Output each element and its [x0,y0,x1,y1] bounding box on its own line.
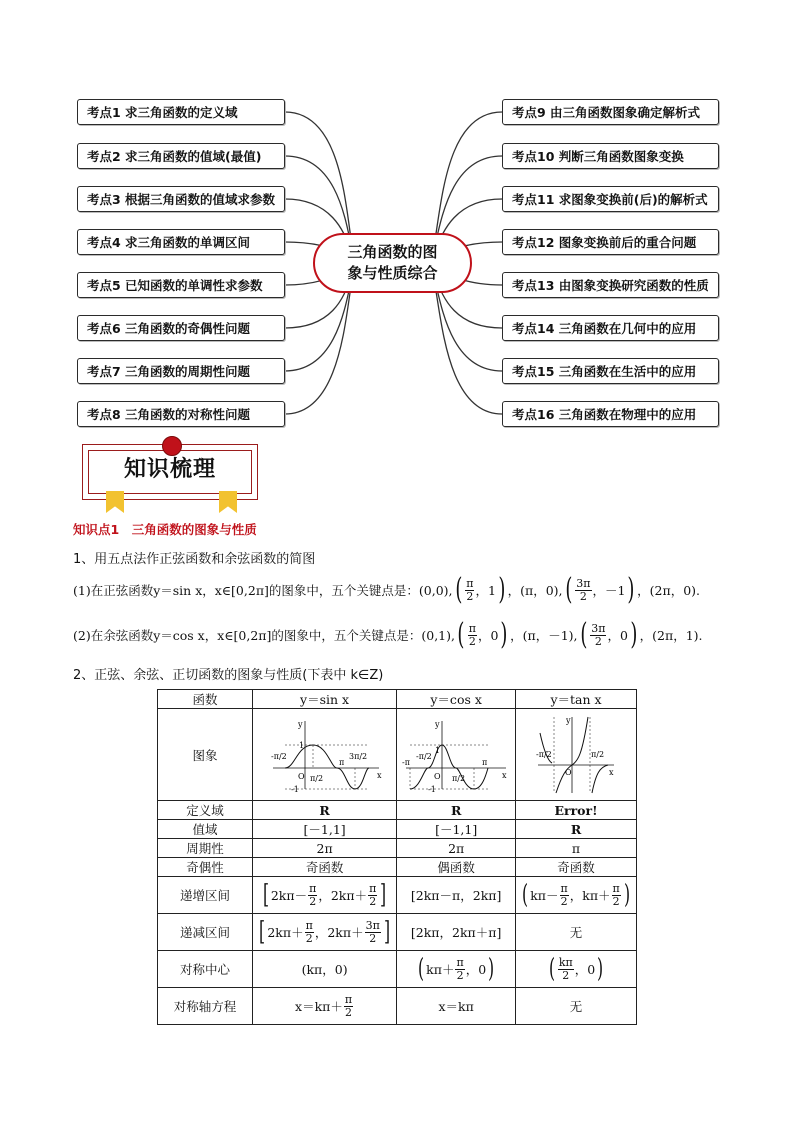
paren-close: ) [498,572,506,607]
mindmap-node-13: 考点13 由图象变换研究函数的性质 [502,272,719,298]
expr-part: 2kπ＋ [267,925,304,940]
row-label: 对称轴方程 [158,988,253,1025]
expr-part: ，0 [574,962,596,977]
frac-num: π [466,576,474,590]
bracket-open: [ [259,917,266,947]
fraction [368,883,377,908]
frac-num: π [456,955,464,969]
table-row-domain [158,801,637,820]
ribbon-left-icon [106,491,124,513]
fraction [365,920,381,945]
tick-label: -π/2 [270,751,287,761]
mindmap-center-line-1: 三角函数的图 [347,243,438,261]
frac-den: 2 [456,968,464,982]
paren-close: ) [627,572,635,607]
row-label-graph: 图象 [158,709,253,801]
expr-part: x＝kπ＋ [295,999,343,1014]
mindmap-center-line-2: 象与性质综合 [347,264,438,282]
frac-num: π [305,918,313,932]
frac-den: 2 [594,634,602,648]
frac-den: 2 [369,894,377,908]
tick-label: -1 [290,784,299,794]
table-row-symmetry-axis [158,988,637,1025]
cell-tan [516,951,637,988]
paren-open: ( [548,954,555,984]
frac-num: π [344,992,353,1006]
fraction [575,578,591,603]
row-label: 递增区间 [158,877,253,914]
sin-suffix: ，(2π，0). [637,583,701,598]
frac-num: π [612,881,620,895]
cell-tan: π [516,839,637,858]
axis-label-y: y [435,719,440,729]
mindmap-node-10: 考点10 判断三角函数图象变换 [502,143,719,169]
frac-num: π [369,881,377,895]
section-badge-title: 知识梳理 [123,457,216,482]
item-2-heading: 2、正弦、余弦、正切函数的图象与性质(下表中 k∈Z) [73,668,384,683]
frac-den: 2 [466,589,474,603]
tick-label: -π/2 [536,749,552,759]
cell-sin: 2π [252,839,396,858]
row-label: 奇偶性 [158,858,253,877]
cell-sin [252,914,396,951]
cell-sin: [－1,1] [252,820,396,839]
tangent-graph-icon [536,713,616,797]
paren-open: ( [457,617,465,652]
header-tan: y＝tan x [516,690,637,709]
fraction [590,623,606,648]
cell-cos: [2kπ，2kπ＋π] [397,914,516,951]
paren-close: ) [500,617,508,652]
cos-key-points [73,617,703,652]
bracket-close: ] [383,917,390,947]
fraction [612,883,621,908]
tick-label: 1 [435,745,441,755]
cell-cos: x＝kπ [397,988,516,1025]
cosine-graph-cell [397,709,516,801]
cell-tan: 奇函数 [516,858,637,877]
fraction [308,883,317,908]
table-row-graph [158,709,637,801]
frac-num: kπ [558,955,573,969]
tick-label: -π/2 [416,751,432,761]
table-row-symmetry-center [158,951,637,988]
paren-close: ) [597,954,604,984]
expr-part: ，2kπ＋ [318,888,368,903]
knowledge-point-title: 知识点1 三角函数的图象与性质 [73,522,257,537]
fraction [455,957,464,982]
badge-pin-icon [162,436,182,456]
header-function: 函数 [158,690,253,709]
row-label: 对称中心 [158,951,253,988]
fraction [558,957,574,982]
cell-tan: Error! [516,801,637,820]
frac-den: 2 [345,1005,352,1019]
frac-num: 3π [591,621,606,635]
paren-open: ( [454,572,462,607]
expr-part: ，2kπ＋ [314,925,364,940]
frac-num: 3π [365,918,380,932]
sin-key-points [73,572,701,607]
frac-num: π [560,881,568,895]
trig-properties-table [157,689,637,1025]
mindmap-node-14: 考点14 三角函数在几何中的应用 [502,315,719,341]
tick-label: π/2 [452,773,466,783]
cell-tan [516,877,637,914]
row-label: 定义域 [158,801,253,820]
tick-label: π [482,757,488,767]
cell-tan: 无 [516,914,637,951]
expr-part: kπ＋ [426,962,455,977]
axis-label-x: x [502,770,507,780]
frac-den: 2 [560,894,568,908]
frac-num: 3π [576,576,591,590]
mindmap-node-12: 考点12 图象变换前后的重合问题 [502,229,719,255]
mindmap-node-8: 考点8 三角函数的对称性问题 [77,401,285,427]
table-row-period [158,839,637,858]
mindmap-node-16: 考点16 三角函数在物理中的应用 [502,401,719,427]
frac-den: 2 [612,894,620,908]
mindmap-center [313,233,472,293]
mindmap-node-7: 考点7 三角函数的周期性问题 [77,358,285,384]
fraction [344,994,353,1019]
table-row-range [158,820,637,839]
table-header-row [158,690,637,709]
paren-open: ( [579,617,587,652]
tick-label: -π [402,757,411,767]
expr-part: kπ－ [530,888,559,903]
frac-den: 2 [562,968,570,982]
mindmap-node-2: 考点2 求三角函数的值域(最值) [77,143,285,169]
cell-cos: [2kπ－π，2kπ] [397,877,516,914]
axis-label-y: y [566,715,571,725]
paren-open: ( [564,572,572,607]
sin-mid: ，(π，0), [507,583,563,598]
paren-close: ) [488,954,495,984]
bracket-open: [ [262,880,269,910]
header-sin: y＝sin x [252,690,396,709]
row-label: 值域 [158,820,253,839]
cos-suffix: ，(2π，1). [639,628,703,643]
origin-label: O [297,771,305,781]
paren-open: ( [522,880,529,910]
cell-tan: 无 [516,988,637,1025]
mindmap-node-9: 考点9 由三角函数图象确定解析式 [502,99,719,125]
row-label: 递减区间 [158,914,253,951]
sine-graph-icon [265,715,385,795]
table-row-parity [158,858,637,877]
frac-den: 2 [305,931,313,945]
frac-den: 2 [468,634,476,648]
fraction [468,623,477,648]
tick-label: 1 [298,740,304,750]
table-row-increasing [158,877,637,914]
frac-num: π [468,621,476,635]
cell-sin: R [252,801,396,820]
cell-cos: R [397,801,516,820]
cell-sin [252,877,396,914]
fraction [560,883,569,908]
frac-den: 2 [309,894,317,908]
frac-den: 2 [369,931,377,945]
cell-sin [252,988,396,1025]
item-1-heading: 1、用五点法作正弦函数和余弦函数的简图 [73,552,316,567]
point-value: ，0 [607,628,628,643]
frac-den: 2 [579,589,587,603]
tick-label: -1 [428,784,436,794]
axis-label-x: x [376,770,382,780]
ribbon-right-icon [219,491,237,513]
cell-cos: 偶函数 [397,858,516,877]
cell-cos: 2π [397,839,516,858]
mindmap-node-1: 考点1 求三角函数的定义域 [77,99,285,125]
mindmap-node-6: 考点6 三角函数的奇偶性问题 [77,315,285,341]
point-value: ，－1 [592,583,626,598]
tick-label: π [338,757,344,767]
origin-label: O [565,767,572,777]
sin-prefix: (1)在正弦函数y＝sin x，x∈[0,2π]的图象中，五个关键点是：(0,0), [73,583,453,598]
mindmap-node-11: 考点11 求图象变换前(后)的解析式 [502,186,719,212]
cosine-graph-icon [402,715,510,795]
paren-open: ( [418,954,425,984]
cell-cos [397,951,516,988]
cell-tan: R [516,820,637,839]
mindmap-node-15: 考点15 三角函数在生活中的应用 [502,358,719,384]
bracket-close: ] [380,880,387,910]
paren-close: ) [630,617,638,652]
cell-cos: [－1,1] [397,820,516,839]
mindmap-node-3: 考点3 根据三角函数的值域求参数 [77,186,285,212]
cos-mid: ，(π，－1), [510,628,578,643]
axis-label-y: y [297,719,303,729]
frac-num: π [309,881,317,895]
cell-sin: 奇函数 [252,858,396,877]
tangent-graph-cell [516,709,637,801]
point-value: ，1 [475,583,496,598]
origin-label: O [434,771,441,781]
table-row-decreasing [158,914,637,951]
cell-sin: (kπ，0) [252,951,396,988]
sine-graph-cell [252,709,396,801]
expr-part: 2kπ－ [270,888,308,903]
mindmap-node-5: 考点5 已知函数的单调性求参数 [77,272,285,298]
mindmap-node-4: 考点4 求三角函数的单调区间 [77,229,285,255]
expr-part: ，0 [465,962,487,977]
tick-label: π/2 [309,773,323,783]
cos-prefix: (2)在余弦函数y＝cos x，x∈[0,2π]的图象中，五个关键点是：(0,1), [73,628,455,643]
point-value: ，0 [477,628,499,643]
fraction [465,578,474,603]
tick-label: 3π/2 [348,751,367,761]
tick-label: π/2 [591,749,605,759]
fraction [305,920,314,945]
axis-label-x: x [609,767,614,777]
expr-part: ，kπ＋ [569,888,611,903]
paren-close: ) [623,880,630,910]
header-cos: y＝cos x [397,690,516,709]
row-label: 周期性 [158,839,253,858]
